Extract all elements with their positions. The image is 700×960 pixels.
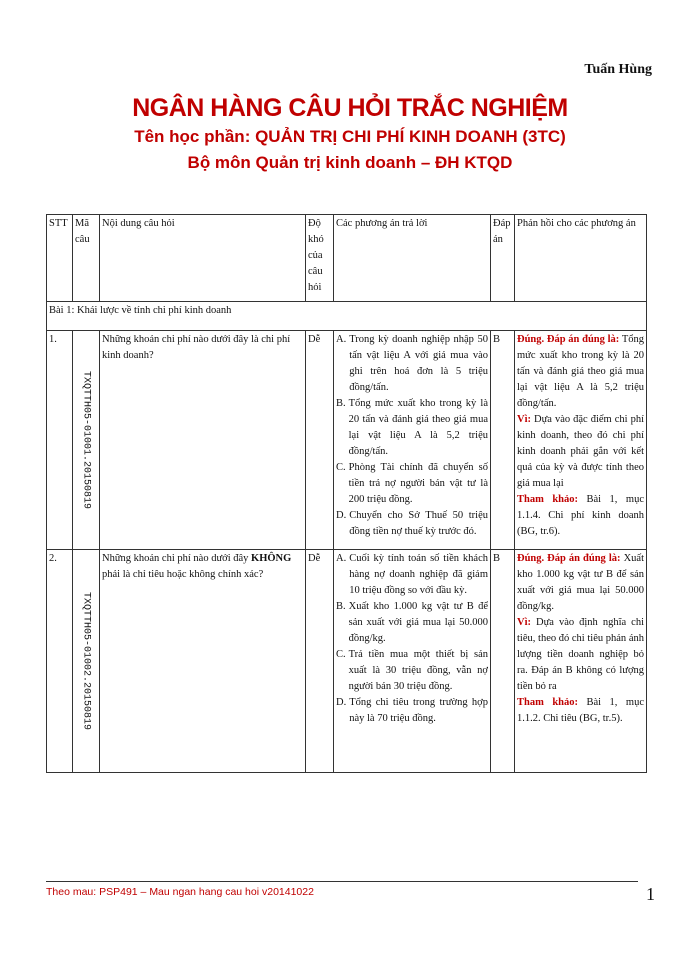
feedback-why — [517, 412, 644, 492]
option-letter: C. — [336, 649, 346, 660]
question-content-emphasis: KHÔNG — [251, 553, 292, 564]
author-name: Tuấn Hùng — [584, 62, 652, 77]
feedback-correct-label: Đúng. Đáp án đúng là: — [517, 334, 620, 345]
question-code: TXQTTH05-01001.20150819 — [80, 370, 92, 510]
table-row — [47, 550, 647, 773]
col-header-difficulty: Độ khó của câu hỏi — [306, 215, 334, 302]
col-header-feedback: Phản hồi cho các phương án — [515, 215, 647, 302]
page-number: 1 — [646, 884, 655, 904]
option-c — [336, 460, 488, 508]
document-title: NGÂN HÀNG CÂU HỎI TRẮC NGHIỆM — [132, 94, 568, 122]
feedback-why-label: Vì: — [517, 617, 531, 628]
col-header-answer: Đáp án — [491, 215, 515, 302]
feedback-correct-text: Tổng mức xuất kho trong kỳ là 20 tấn và đánh giá theo giá mua lại vật liệu A là 5,2 triệu đồng/tấn. — [517, 334, 644, 409]
option-d — [336, 508, 488, 540]
question-content-text: phải là chỉ tiêu hoặc không chính xác? — [102, 569, 264, 580]
feedback-why-text: Dựa vào đặc điểm chi phí kinh doanh, theo đó chi phí kinh doanh phải gắn với kết quả của kỳ và được tính theo giá mua lại — [517, 414, 644, 489]
feedback-ref-label: Tham khảo: — [517, 697, 578, 708]
question-content: Những khoản chi phí nào dưới đây là chi phí kinh doanh? — [100, 331, 306, 550]
option-letter: D. — [336, 697, 347, 708]
feedback-cell — [515, 331, 647, 550]
option-letter: B. — [336, 398, 346, 409]
option-d — [336, 695, 488, 727]
option-letter: A. — [336, 334, 347, 345]
option-text: Tổng chi tiêu trong trường hợp này là 70 triệu đồng. — [349, 697, 488, 724]
correct-answer: B — [491, 550, 515, 773]
col-header-content: Nội dung câu hỏi — [100, 215, 306, 302]
question-content-text: Những khoản chi phí nào dưới đây — [102, 553, 252, 564]
option-a — [336, 551, 488, 599]
option-letter: D. — [336, 510, 347, 521]
feedback-why — [517, 615, 644, 695]
option-letter: B. — [336, 601, 346, 612]
option-letter: A. — [336, 553, 347, 564]
option-text: Tổng mức xuất kho trong kỳ là 20 tấn và đánh giá theo giá mua lại vật liệu A là 5,2 triệu đồng/tấn. — [348, 398, 488, 457]
option-text: Trong kỳ doanh nghiệp nhập 50 tấn vật liệu A với giá mua vào ghi trên hoá đơn là 5 triệu đồng/tấn. — [349, 334, 488, 393]
option-text: Phòng Tài chính đã chuyển số tiền trả nợ người bán vật tư là 200 triệu đồng. — [348, 462, 488, 505]
option-b — [336, 599, 488, 647]
feedback-correct — [517, 551, 644, 615]
feedback-cell — [515, 550, 647, 773]
option-text: Chuyển cho Sở Thuế 50 triệu đồng tiền nợ thuế kỳ trước đó. — [349, 510, 488, 537]
option-a — [336, 332, 488, 396]
question-bank-table — [46, 214, 647, 773]
course-name: Tên học phần: QUẢN TRỊ CHI PHÍ KINH DOANH (3TC) — [134, 127, 566, 146]
question-code-cell — [73, 550, 100, 773]
col-header-stt: STT — [47, 215, 73, 302]
feedback-why-text: Dựa vào định nghĩa chi tiêu, theo đó chi tiêu phản ánh lượng tiền doanh nghiệp bỏ ra. Đáp án B không có lượng tiền bỏ ra — [517, 617, 644, 692]
table-header-row — [47, 215, 647, 302]
answer-options — [334, 550, 491, 773]
feedback-ref-text: Bài 1, mục 1.1.4. Chi phí kinh doanh (BG, tr.6). — [517, 494, 644, 537]
question-difficulty: Dễ — [306, 331, 334, 550]
option-text: Cuối kỳ tính toán số tiền khách hàng nợ doanh nghiệp đã giảm 10 triệu đồng so với đầu kỳ. — [349, 553, 488, 596]
feedback-ref — [517, 492, 644, 540]
feedback-ref-text: Bài 1, mục 1.1.2. Chi tiêu (BG, tr.5). — [517, 697, 644, 724]
feedback-why-label: Vì: — [517, 414, 531, 425]
question-difficulty: Dễ — [306, 550, 334, 773]
option-text: Xuất kho 1.000 kg vật tư B để sản xuất với giá mua lại 50.000 đồng/kg. — [348, 601, 488, 644]
feedback-correct-text: Xuất kho 1.000 kg vật tư B để sản xuất với giá mua lại 50.000 đồng/kg. — [517, 553, 644, 612]
question-content — [100, 550, 306, 773]
feedback-correct — [517, 332, 644, 412]
section-title: Bài 1: Khái lược về tính chi phí kinh doanh — [47, 302, 647, 331]
department-name: Bộ môn Quản trị kinh doanh – ĐH KTQD — [187, 153, 513, 172]
option-c — [336, 647, 488, 695]
option-letter: C. — [336, 462, 346, 473]
answer-options — [334, 331, 491, 550]
question-code-cell — [73, 331, 100, 550]
footer-divider — [46, 881, 638, 882]
feedback-ref-label: Tham khảo: — [517, 494, 578, 505]
col-header-code: Mã câu — [73, 215, 100, 302]
feedback-correct-label: Đúng. Đáp án đúng là: — [517, 553, 621, 564]
feedback-ref — [517, 695, 644, 727]
col-header-options: Các phương án trả lời — [334, 215, 491, 302]
question-code: TXQTTH05-01002.20150819 — [80, 591, 92, 731]
correct-answer: B — [491, 331, 515, 550]
table-row — [47, 331, 647, 550]
title-block — [0, 92, 700, 176]
question-number: 1. — [47, 331, 73, 550]
footer-template-note: Theo mau: PSP491 – Mau ngan hang cau hoi v20141022 — [46, 886, 314, 898]
question-number: 2. — [47, 550, 73, 773]
section-row — [47, 302, 647, 331]
option-text: Trả tiền mua một thiết bị sản xuất là 30 triệu đồng, vẫn nợ người bán 30 triệu đồng. — [348, 649, 488, 692]
option-b — [336, 396, 488, 460]
